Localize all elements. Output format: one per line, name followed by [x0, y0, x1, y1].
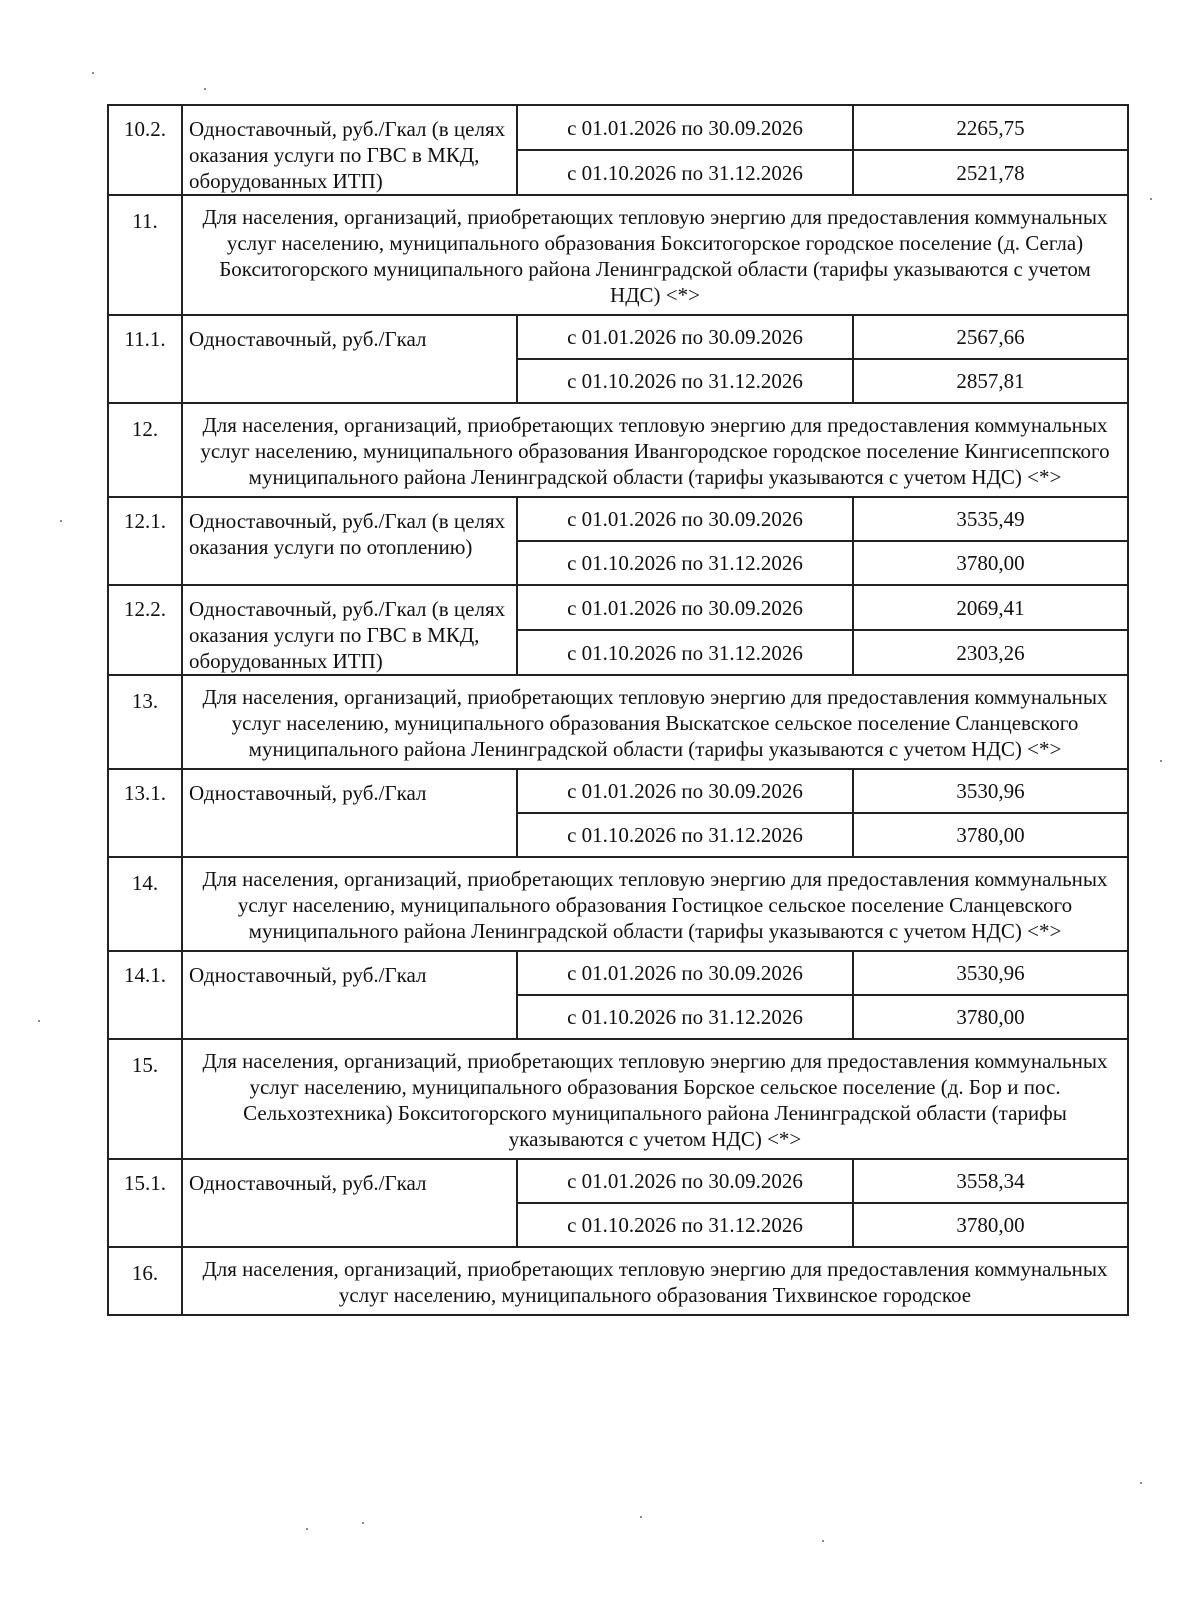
section-title: Для населения, организаций, приобретающих тепловую энергию для предоставления коммунальных услуг населению, муниципального образования Тихвинское городское	[182, 1247, 1128, 1315]
tariff-value: 2857,81	[853, 359, 1128, 403]
tariff-row	[108, 585, 1128, 630]
section-number: 16.	[108, 1247, 182, 1315]
tariff-row	[108, 105, 1128, 150]
section-title: Для населения, организаций, приобретающих тепловую энергию для предоставления коммунальных услуг населению, муниципального образования Борское сельское поселение (д. Бор и пос. Сельхозтехника) Бокситогорского муниципального района Ленинградской области (тарифы указываются с учетом НДС) <*>	[182, 1039, 1128, 1159]
section-title: Для населения, организаций, приобретающих тепловую энергию для предоставления коммунальных услуг населению, муниципального образования Ивангородское городское поселение Кингисеппского муниципального района Ленинградской области (тарифы указываются с учетом НДС) <*>	[182, 403, 1128, 497]
validity-period: с 01.01.2026 по 30.09.2026	[517, 315, 853, 359]
tariff-row	[108, 769, 1128, 813]
section-heading-row	[108, 1039, 1128, 1159]
item-number: 15.1.	[108, 1159, 182, 1247]
scan-speck	[1160, 760, 1162, 762]
validity-period: с 01.10.2026 по 31.12.2026	[517, 359, 853, 403]
tariff-value: 3535,49	[853, 497, 1128, 541]
section-heading-row	[108, 403, 1128, 497]
tariff-type: Одноставочный, руб./Гкал	[182, 951, 517, 1039]
scan-speck	[1140, 1482, 1142, 1484]
validity-period: с 01.10.2026 по 31.12.2026	[517, 813, 853, 857]
tariff-type: Одноставочный, руб./Гкал	[182, 769, 517, 857]
tariff-value: 2521,78	[853, 150, 1128, 195]
section-number: 13.	[108, 675, 182, 769]
validity-period: с 01.01.2026 по 30.09.2026	[517, 105, 853, 150]
scan-speck	[38, 1020, 40, 1022]
tariff-table-body	[108, 105, 1128, 1315]
tariff-row	[108, 1159, 1128, 1203]
tariff-type: Одноставочный, руб./Гкал	[182, 1159, 517, 1247]
section-title: Для населения, организаций, приобретающих тепловую энергию для предоставления коммунальных услуг населению, муниципального образования Гостицкое сельское поселение Сланцевского муниципального района Ленинградской области (тарифы указываются с учетом НДС) <*>	[182, 857, 1128, 951]
section-number: 15.	[108, 1039, 182, 1159]
item-number: 14.1.	[108, 951, 182, 1039]
scan-speck	[306, 1528, 308, 1530]
tariff-value: 3780,00	[853, 995, 1128, 1039]
scan-speck	[92, 72, 94, 74]
tariff-row	[108, 951, 1128, 995]
tariff-type: Одноставочный, руб./Гкал (в целях оказания услуги по отоплению)	[182, 497, 517, 585]
validity-period: с 01.01.2026 по 30.09.2026	[517, 1159, 853, 1203]
section-title: Для населения, организаций, приобретающих тепловую энергию для предоставления коммунальных услуг населению, муниципального образования Бокситогорское городское поселение (д. Сегла) Бокситогорского муниципального района Ленинградской области (тарифы указываются с учетом НДС) <*>	[182, 195, 1128, 315]
section-heading-row	[108, 195, 1128, 315]
scan-speck	[60, 520, 62, 522]
tariff-type: Одноставочный, руб./Гкал (в целях оказания услуги по ГВС в МКД, оборудованных ИТП)	[182, 585, 517, 675]
item-number: 12.1.	[108, 497, 182, 585]
validity-period: с 01.01.2026 по 30.09.2026	[517, 497, 853, 541]
item-number: 10.2.	[108, 105, 182, 195]
tariff-value: 2069,41	[853, 585, 1128, 630]
tariff-value: 3780,00	[853, 1203, 1128, 1247]
validity-period: с 01.10.2026 по 31.12.2026	[517, 995, 853, 1039]
validity-period: с 01.01.2026 по 30.09.2026	[517, 585, 853, 630]
validity-period: с 01.10.2026 по 31.12.2026	[517, 541, 853, 585]
tariff-value: 3780,00	[853, 541, 1128, 585]
tariff-value: 2567,66	[853, 315, 1128, 359]
validity-period: с 01.10.2026 по 31.12.2026	[517, 150, 853, 195]
item-number: 13.1.	[108, 769, 182, 857]
section-number: 14.	[108, 857, 182, 951]
scan-speck	[822, 1540, 824, 1542]
item-number: 11.1.	[108, 315, 182, 403]
tariff-value: 3530,96	[853, 769, 1128, 813]
tariff-row	[108, 315, 1128, 359]
section-heading-row	[108, 675, 1128, 769]
section-heading-row	[108, 1247, 1128, 1315]
tariff-value: 3530,96	[853, 951, 1128, 995]
scan-speck	[204, 88, 206, 90]
tariff-table	[107, 104, 1129, 1316]
validity-period: с 01.10.2026 по 31.12.2026	[517, 630, 853, 675]
tariff-value: 3780,00	[853, 813, 1128, 857]
tariff-value: 2303,26	[853, 630, 1128, 675]
tariff-row	[108, 497, 1128, 541]
validity-period: с 01.01.2026 по 30.09.2026	[517, 769, 853, 813]
scan-speck	[1150, 198, 1152, 200]
item-number: 12.2.	[108, 585, 182, 675]
scan-speck	[362, 1522, 364, 1524]
section-number: 11.	[108, 195, 182, 315]
section-heading-row	[108, 857, 1128, 951]
section-title: Для населения, организаций, приобретающих тепловую энергию для предоставления коммунальных услуг населению, муниципального образования Выскатское сельское поселение Сланцевского муниципального района Ленинградской области (тарифы указываются с учетом НДС) <*>	[182, 675, 1128, 769]
tariff-type: Одноставочный, руб./Гкал (в целях оказания услуги по ГВС в МКД, оборудованных ИТП)	[182, 105, 517, 195]
tariff-type: Одноставочный, руб./Гкал	[182, 315, 517, 403]
tariff-value: 3558,34	[853, 1159, 1128, 1203]
section-number: 12.	[108, 403, 182, 497]
validity-period: с 01.01.2026 по 30.09.2026	[517, 951, 853, 995]
scan-speck	[640, 1516, 642, 1518]
validity-period: с 01.10.2026 по 31.12.2026	[517, 1203, 853, 1247]
tariff-value: 2265,75	[853, 105, 1128, 150]
